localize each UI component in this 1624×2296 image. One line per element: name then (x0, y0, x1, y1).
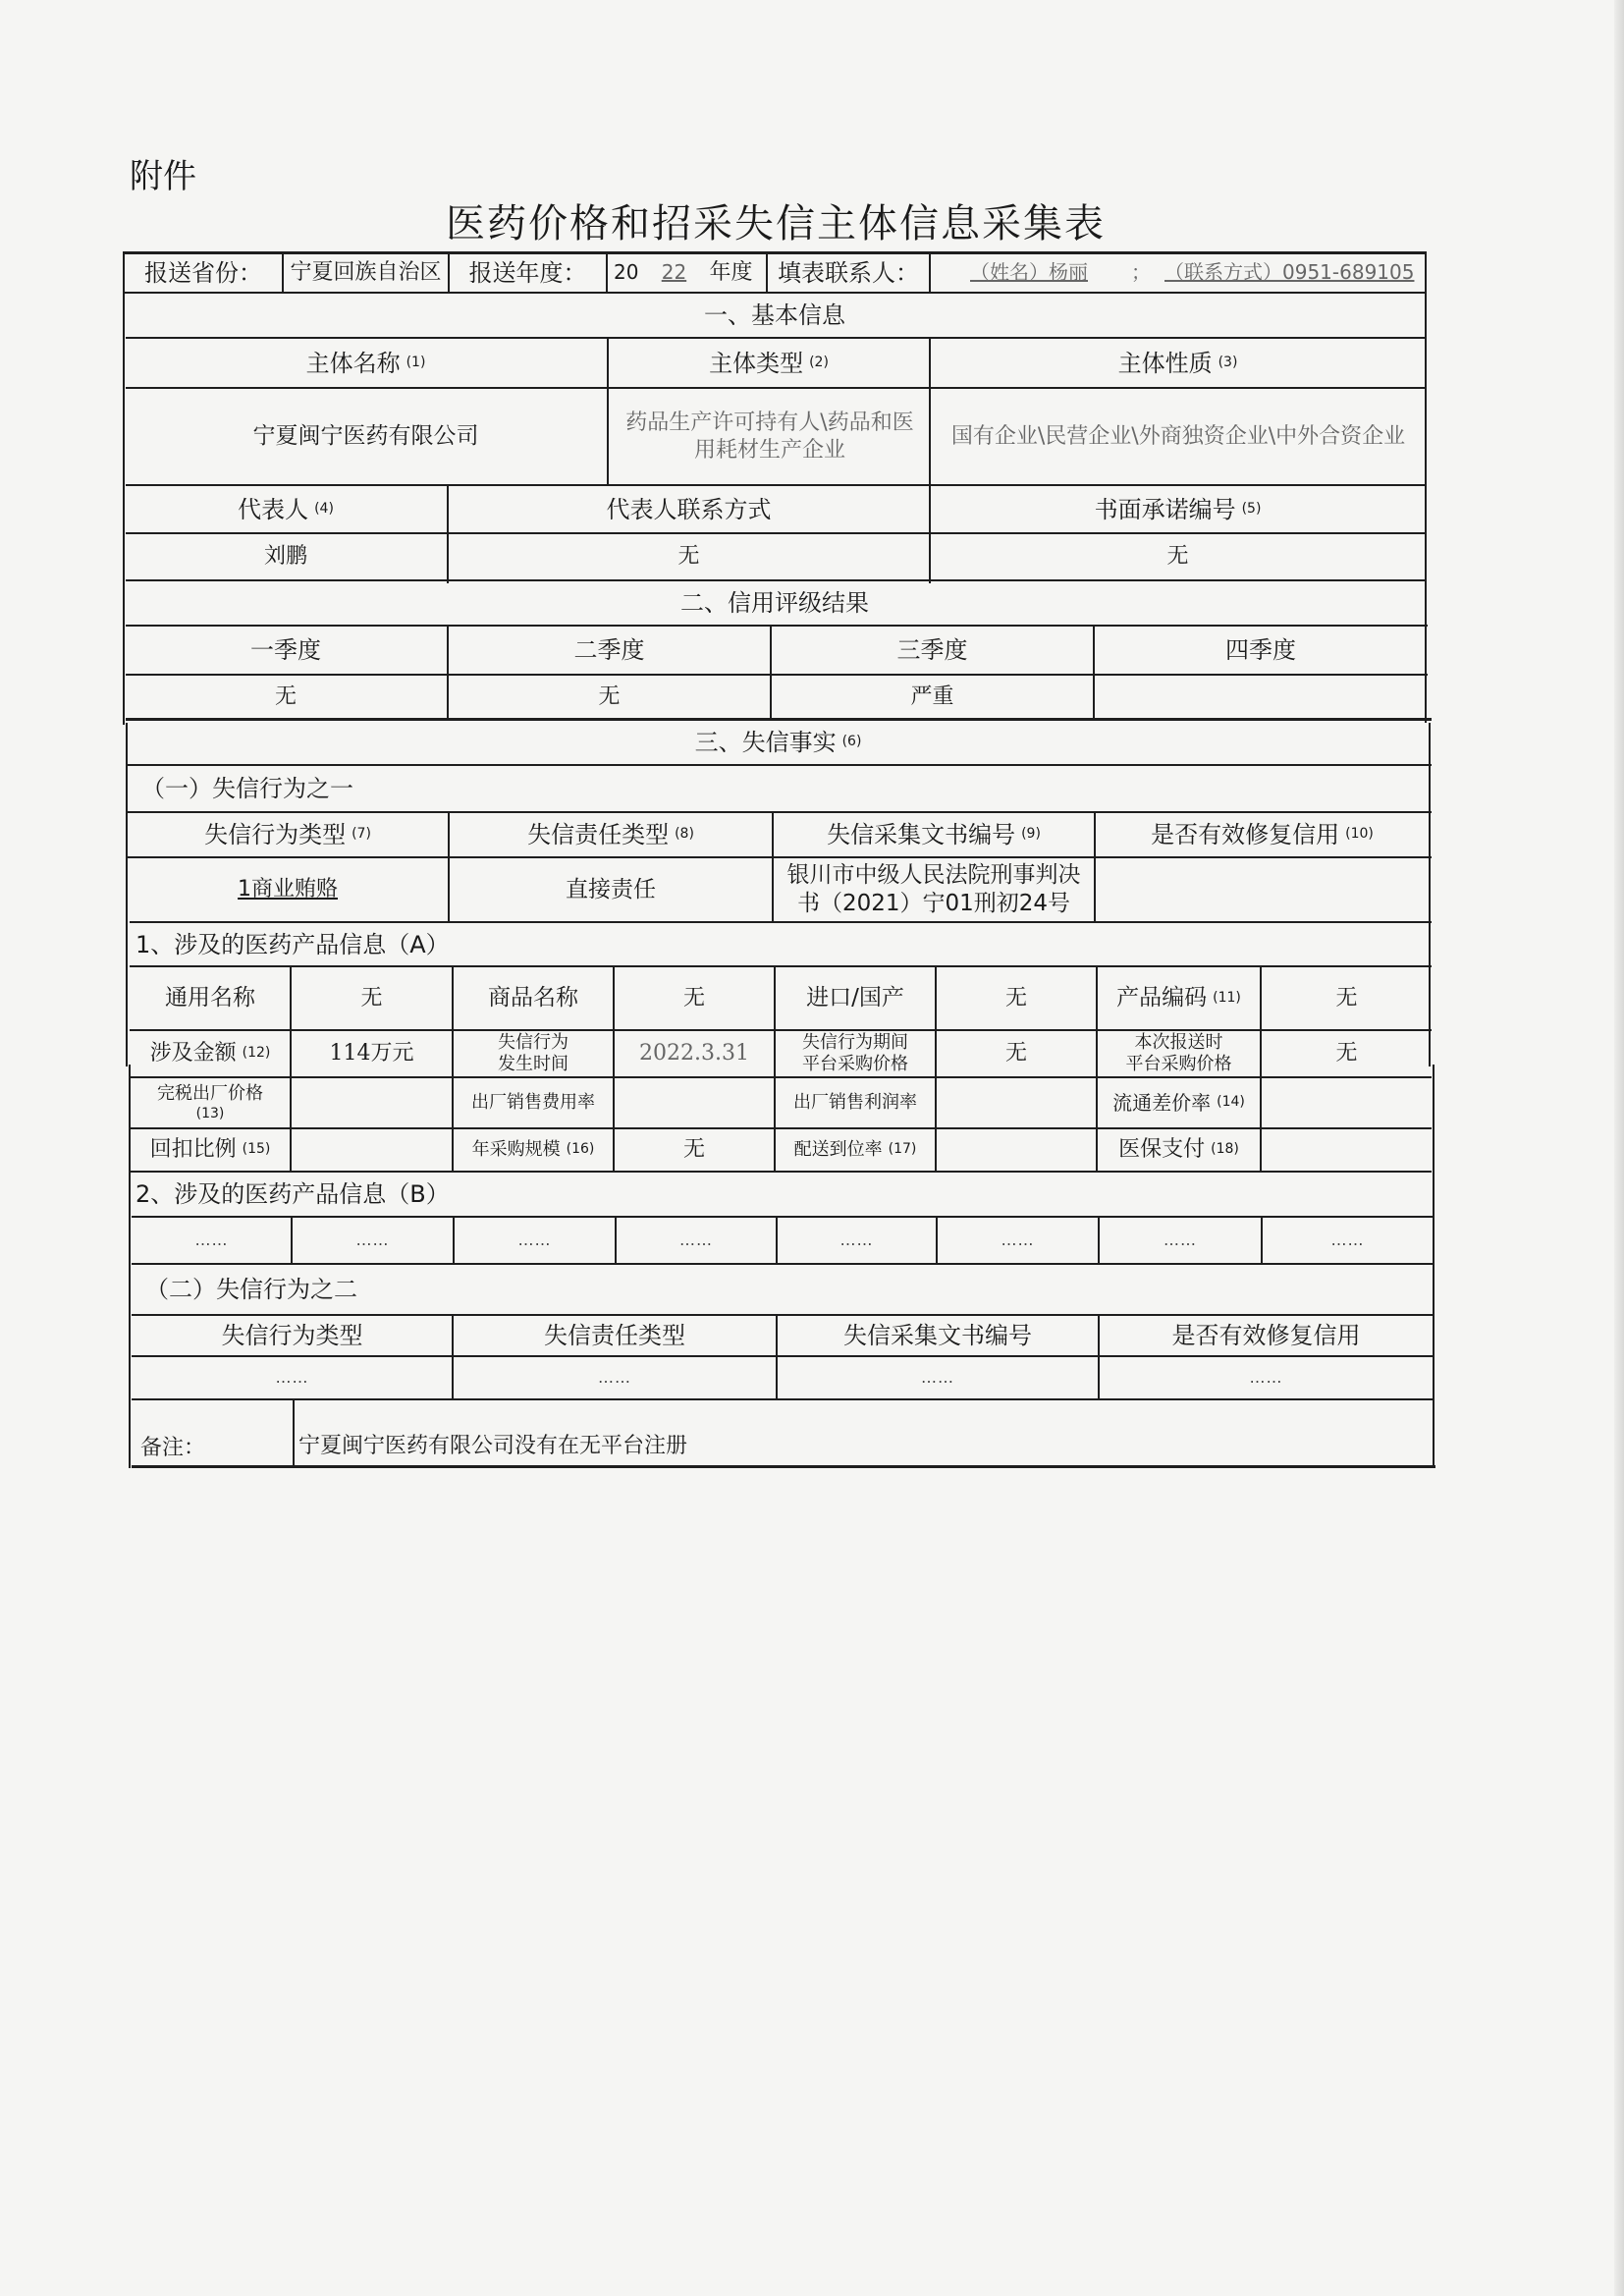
product-b-cell: …… (355, 1230, 390, 1249)
page-edge (1614, 0, 1624, 2296)
entity-type-header (609, 339, 929, 387)
entity-nature-header-text: 主体性质 (1117, 349, 1213, 377)
representative-sup: (4) (314, 500, 334, 517)
quarter-3-header: 三季度 (896, 636, 968, 664)
year-prefix: 20 (614, 260, 639, 284)
product-b-cell: …… (1164, 1230, 1197, 1249)
amount-sup: (12) (242, 1045, 271, 1062)
product-code-label (1098, 967, 1260, 1029)
act-2-title: （二）失信行为之二 (145, 1276, 357, 1303)
product-code-value: 无 (1335, 985, 1358, 1011)
annual-scale-sup: (16) (566, 1141, 595, 1158)
generic-name-value: 无 (360, 985, 383, 1011)
entity-nature-value: 国有企业\民营企业\外商独资企业\中外合资企业 (950, 423, 1406, 449)
entity-nature-header (931, 339, 1425, 387)
product-code-sup: (11) (1213, 989, 1241, 1006)
act-type-header (128, 813, 448, 856)
section-facts-text: 三、失信事实 (694, 729, 837, 756)
product-b-cell: …… (194, 1230, 229, 1249)
entity-nature-sup: (3) (1218, 354, 1238, 370)
sales-profit-value (937, 1078, 1096, 1127)
current-price-label-1: 本次报送时 (1134, 1031, 1223, 1053)
period-price-value: 无 (1004, 1041, 1027, 1066)
product-b-cell: …… (679, 1230, 713, 1249)
doc-number-header (774, 813, 1094, 856)
act-2-type-header: 失信行为类型 (221, 1322, 363, 1349)
act-2-repair-header: 是否有效修复信用 (1171, 1322, 1361, 1349)
insurance-label-text: 医保支付 (1118, 1137, 1206, 1163)
insurance-sup: (18) (1211, 1141, 1239, 1158)
contact-name: 杨丽 (1049, 260, 1088, 284)
quarter-1-result: 无 (274, 684, 297, 710)
doc-number-sup: (9) (1021, 826, 1041, 843)
delivery-rate-sup: (17) (888, 1141, 917, 1158)
act-time-label (454, 1031, 613, 1076)
act-time-label-2: 发生时间 (498, 1054, 568, 1074)
pledge-header (931, 486, 1425, 532)
insurance-value (1262, 1129, 1432, 1171)
delivery-rate-label (776, 1129, 935, 1171)
annual-scale-value: 无 (682, 1137, 705, 1163)
representative-header-text: 代表人 (238, 495, 309, 523)
representative-value: 刘鹏 (263, 544, 307, 570)
product-a-title: 1、涉及的医药产品信息（A） (135, 930, 450, 958)
period-price-label-2: 平台采购价格 (802, 1054, 908, 1074)
quarter-1-header: 一季度 (250, 636, 321, 664)
amount-label (131, 1031, 290, 1076)
credit-repair-value (1096, 858, 1429, 921)
product-code-label-text: 产品编码 (1116, 985, 1208, 1011)
delivery-rate-label-text: 配送到位率 (793, 1138, 883, 1160)
period-price-label (776, 1031, 935, 1076)
act-2-cell: …… (921, 1368, 954, 1387)
year-field (608, 253, 766, 292)
act-2-cell: …… (1249, 1368, 1283, 1387)
amount-value: 114万元 (329, 1041, 414, 1066)
kickback-label (131, 1129, 290, 1171)
rep-contact-value: 无 (677, 544, 700, 570)
entity-name-header-text: 主体名称 (305, 349, 401, 377)
insurance-label (1098, 1129, 1260, 1171)
year-value: 22 (661, 260, 687, 284)
origin-value: 无 (1004, 985, 1027, 1011)
product-b-cell: …… (517, 1230, 552, 1249)
act-2-cell: …… (598, 1368, 631, 1387)
responsibility-header (450, 813, 772, 856)
section-facts (128, 721, 1429, 764)
pledge-sup: (5) (1241, 500, 1262, 517)
act-2-doc-header: 失信采集文书编号 (843, 1322, 1032, 1349)
act-1-title: （一）失信行为之一 (141, 775, 353, 802)
credit-repair-sup: (10) (1345, 826, 1374, 843)
delivery-rate-value (937, 1129, 1096, 1171)
quarter-3-result: 严重 (910, 684, 954, 710)
sales-cost-label: 出厂销售费用率 (471, 1091, 595, 1113)
origin-label: 进口/国产 (806, 985, 904, 1011)
tax-price-label (131, 1078, 290, 1127)
contact-phone: 0951-689105 (1282, 260, 1415, 284)
current-price-value: 无 (1335, 1041, 1358, 1066)
quarter-4-header: 四季度 (1225, 636, 1296, 664)
credit-repair-header (1096, 813, 1429, 856)
kickback-sup: (15) (242, 1141, 271, 1158)
amount-label-text: 涉及金额 (149, 1041, 237, 1066)
period-price-label-1: 失信行为期间 (802, 1031, 908, 1053)
act-type-header-text: 失信行为类型 (204, 821, 347, 848)
attachment-label: 附件 (130, 157, 196, 196)
entity-name-header (125, 339, 607, 387)
kickback-value (292, 1129, 452, 1171)
tax-price-sup: (13) (195, 1105, 225, 1121)
annual-scale-label-text: 年采购规模 (471, 1138, 561, 1160)
sales-cost-value (615, 1078, 774, 1127)
generic-name-label: 通用名称 (165, 985, 255, 1011)
responsibility-sup: (8) (675, 826, 694, 843)
doc-number-value: 银川市中级人民法院刑事判决书（2021）宁01刑初24号 (786, 862, 1081, 916)
product-b-cell: …… (1330, 1230, 1365, 1249)
phone-label: （联系方式） (1164, 260, 1282, 284)
name-label: （姓名） (970, 260, 1049, 284)
kickback-label-text: 回扣比例 (149, 1137, 237, 1163)
product-b-cell: …… (1001, 1230, 1035, 1249)
act-type-value: 1商业贿赂 (238, 877, 338, 902)
entity-name-value: 宁夏闽宁医药有限公司 (252, 423, 479, 450)
act-time-label-1: 失信行为 (498, 1031, 568, 1053)
markup-label-text: 流通差价率 (1112, 1090, 1212, 1115)
contact-value (931, 253, 1425, 292)
markup-sup: (14) (1217, 1094, 1245, 1111)
sales-profit-label: 出厂销售利润率 (793, 1091, 917, 1113)
representative-header (125, 486, 447, 532)
remark-label: 备注： (140, 1435, 206, 1460)
remark-value: 宁夏闽宁医药有限公司没有在无平台注册 (298, 1433, 688, 1458)
rep-contact-header: 代表人联系方式 (606, 495, 772, 523)
entity-type-sup: (2) (809, 354, 829, 370)
trade-name-label: 商品名称 (488, 985, 578, 1011)
act-2-resp-header: 失信责任类型 (544, 1322, 685, 1349)
entity-type-header-text: 主体类型 (709, 349, 804, 377)
pledge-header-text: 书面承诺编号 (1094, 495, 1236, 523)
credit-repair-header-text: 是否有效修复信用 (1151, 821, 1340, 848)
contact-label: 填表联系人： (778, 258, 919, 287)
pledge-value: 无 (1166, 544, 1189, 570)
province-label: 报送省份： (144, 258, 262, 287)
quarter-4-result (1095, 676, 1427, 719)
entity-type-value: 药品生产许可持有人\药品和医用耗材生产企业 (625, 410, 914, 463)
form-title: 医药价格和招采失信主体信息采集表 (446, 201, 1106, 246)
responsibility-value: 直接责任 (566, 876, 656, 902)
act-type-sup: (7) (352, 826, 371, 843)
product-b-title: 2、涉及的医药产品信息（B） (135, 1180, 450, 1208)
section-basic-info: 一、基本信息 (704, 301, 845, 329)
act-2-cell: …… (275, 1368, 309, 1387)
province-value: 宁夏回族自治区 (290, 259, 442, 285)
act-time-value: 2022.3.31 (639, 1041, 749, 1066)
entity-name-sup: (1) (406, 354, 426, 370)
markup-value (1262, 1078, 1432, 1127)
year-suffix: 年度 (709, 259, 753, 285)
contact-separator: ； (1131, 260, 1151, 284)
doc-number-header-text: 失信采集文书编号 (827, 821, 1016, 848)
current-price-label (1098, 1031, 1260, 1076)
section-credit-rating: 二、信用评级结果 (680, 589, 869, 617)
responsibility-header-text: 失信责任类型 (527, 821, 670, 848)
current-price-label-2: 平台采购价格 (1125, 1054, 1232, 1074)
quarter-2-result: 无 (598, 684, 621, 710)
annual-scale-label (454, 1129, 613, 1171)
product-b-cell: …… (839, 1230, 874, 1249)
markup-label (1098, 1078, 1260, 1127)
section-facts-sup: (6) (841, 734, 862, 750)
quarter-2-header: 二季度 (573, 636, 645, 664)
tax-price-value (292, 1078, 452, 1127)
trade-name-value: 无 (682, 985, 705, 1011)
tax-price-label-text: 完税出厂价格 (157, 1083, 263, 1104)
year-label: 报送年度： (468, 258, 587, 287)
